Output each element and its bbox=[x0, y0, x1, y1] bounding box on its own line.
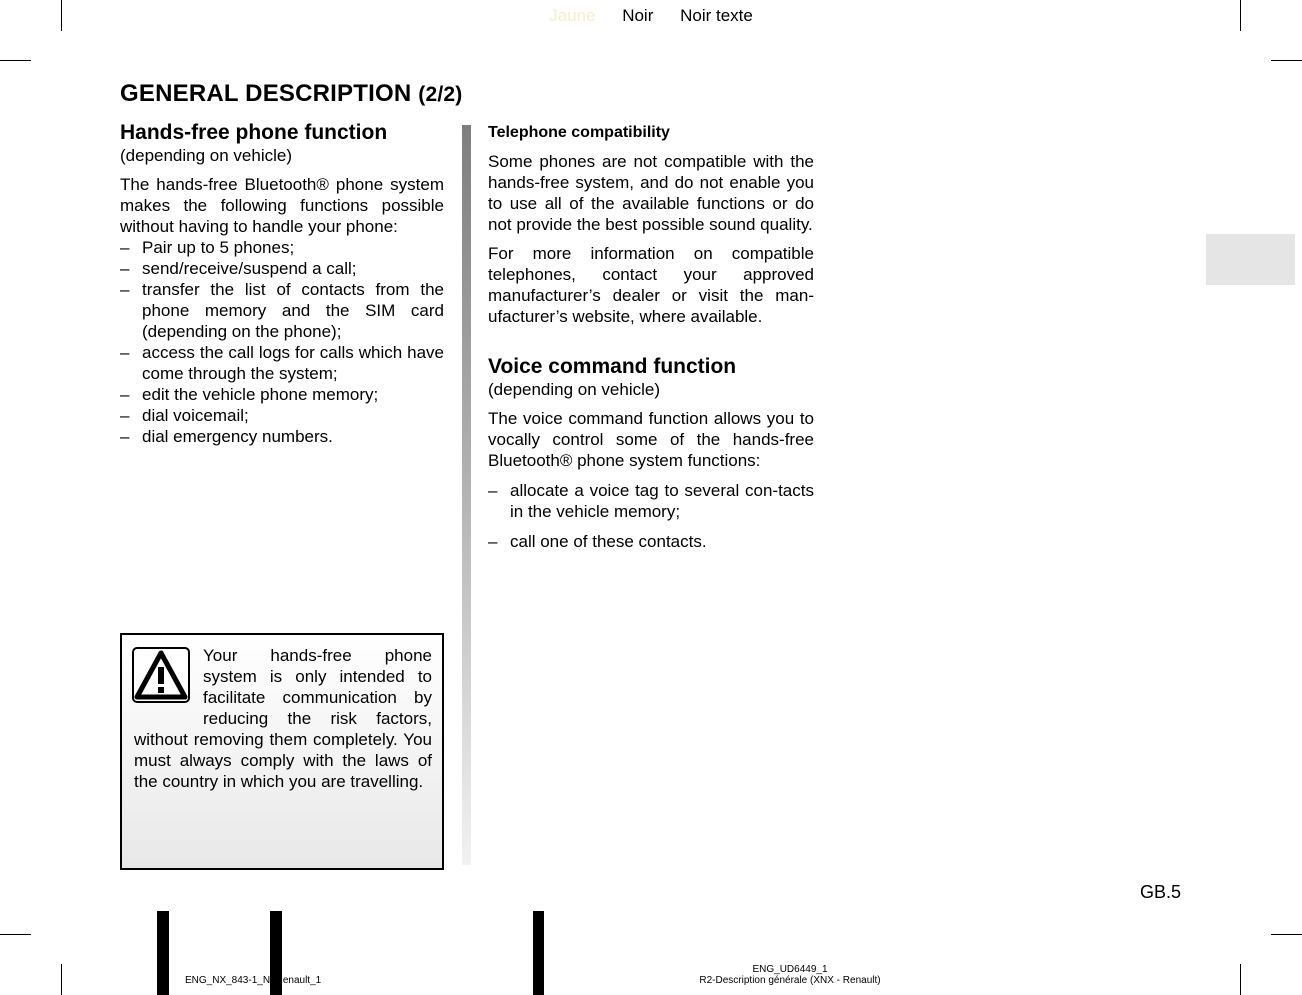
list-item bbox=[120, 426, 444, 447]
footer-left-code-suffix: _Renault_1 bbox=[270, 975, 322, 986]
page-title bbox=[120, 80, 462, 108]
hands-free-condition: (depending on vehicle) bbox=[120, 146, 293, 165]
footer-left-code bbox=[185, 975, 321, 987]
list-dash: – bbox=[488, 481, 498, 500]
color-label-jaune: Jaune bbox=[549, 6, 596, 25]
list-item bbox=[120, 342, 444, 384]
list-item-text: access the call logs for calls which have come through the system; bbox=[142, 343, 444, 383]
list-item bbox=[120, 384, 444, 405]
registration-bar bbox=[157, 911, 169, 995]
registration-bar bbox=[533, 911, 544, 995]
footer-right-code: ENG_UD6449_1 bbox=[752, 964, 828, 975]
warning-box bbox=[120, 633, 444, 870]
list-dash: – bbox=[120, 238, 130, 257]
list-dash: – bbox=[120, 280, 130, 299]
color-label-noir: Noir bbox=[622, 6, 654, 25]
footer-right-description: R2-Description générale (XNX - Renault) bbox=[699, 975, 881, 986]
list-item bbox=[488, 480, 814, 522]
list-item bbox=[120, 405, 444, 426]
footer-left-code-text: ENG_NX_843-1_N bbox=[185, 975, 271, 986]
list-item-text: edit the vehicle phone memory; bbox=[142, 385, 379, 404]
list-dash: – bbox=[120, 427, 130, 446]
left-column bbox=[120, 121, 444, 447]
list-item-text: transfer the list of contacts from the phone memory and the SIM card (depending on the phone); bbox=[142, 280, 444, 341]
voice-command-heading: Voice command function bbox=[488, 355, 737, 378]
list-item-text: Pair up to 5 phones; bbox=[142, 238, 295, 257]
list-item-text: dial voicemail; bbox=[142, 406, 249, 425]
list-item bbox=[120, 237, 444, 258]
section-tab bbox=[1206, 234, 1295, 285]
crop-mark bbox=[0, 60, 31, 61]
list-dash: – bbox=[120, 259, 130, 278]
voice-command-condition: (depending on vehicle) bbox=[488, 380, 661, 399]
page-number: GB.5 bbox=[1140, 882, 1182, 902]
hands-free-heading: Hands-free phone function bbox=[120, 121, 388, 144]
list-item-text: dial emergency numbers. bbox=[142, 427, 333, 446]
page-title-suffix: (2/2) bbox=[418, 83, 463, 106]
list-item bbox=[120, 279, 444, 342]
list-item-text: allocate a voice tag to several con-tacts in the vehicle memory; bbox=[510, 481, 814, 521]
list-item bbox=[488, 531, 814, 552]
icon-spacer bbox=[134, 645, 203, 729]
voice-command-list bbox=[488, 480, 814, 552]
crop-mark bbox=[0, 934, 31, 935]
warning-text: Your hands-free phone system is only intended to facilitate communication by reducing the risk factors, without removing them completely. You must always comply with the laws of the country in which you are travelling. bbox=[134, 646, 432, 791]
hands-free-intro: The hands-free Bluetooth® phone system makes the following functions possible without having to handle your phone: bbox=[120, 175, 444, 236]
compatibility-heading: Telephone compatibility bbox=[488, 124, 670, 141]
list-dash: – bbox=[488, 532, 498, 551]
crop-mark bbox=[61, 964, 62, 995]
compatibility-paragraph-2: For more information on compatible telephones, contact your approved manufacturer’s dealer or visit the man-ufacturer’s website, where available. bbox=[488, 244, 814, 326]
crop-mark bbox=[1271, 934, 1302, 935]
crop-mark bbox=[1240, 964, 1241, 995]
list-item-text: send/receive/suspend a call; bbox=[142, 259, 357, 278]
right-column bbox=[488, 122, 814, 552]
warning-text-block bbox=[134, 645, 432, 792]
page-title-text: GENERAL DESCRIPTION bbox=[120, 80, 412, 107]
list-item-text: call one of these contacts. bbox=[510, 532, 707, 551]
print-color-labels bbox=[0, 6, 1302, 26]
color-label-noir-texte: Noir texte bbox=[680, 6, 753, 25]
crop-mark bbox=[1271, 60, 1302, 61]
list-dash: – bbox=[120, 343, 130, 362]
list-dash: – bbox=[120, 406, 130, 425]
hands-free-list bbox=[120, 237, 444, 447]
compatibility-paragraph-1: Some phones are not compatible with the hands-free system, and do not enable you to use all of the available functions or do not provide the best possible sound quality. bbox=[488, 152, 814, 234]
list-item bbox=[120, 258, 444, 279]
voice-command-intro: The voice command function allows you to vocally control some of the hands-free Bluetooth® phone system functions: bbox=[488, 409, 814, 470]
list-dash: – bbox=[120, 385, 130, 404]
column-divider-bar bbox=[462, 125, 471, 865]
